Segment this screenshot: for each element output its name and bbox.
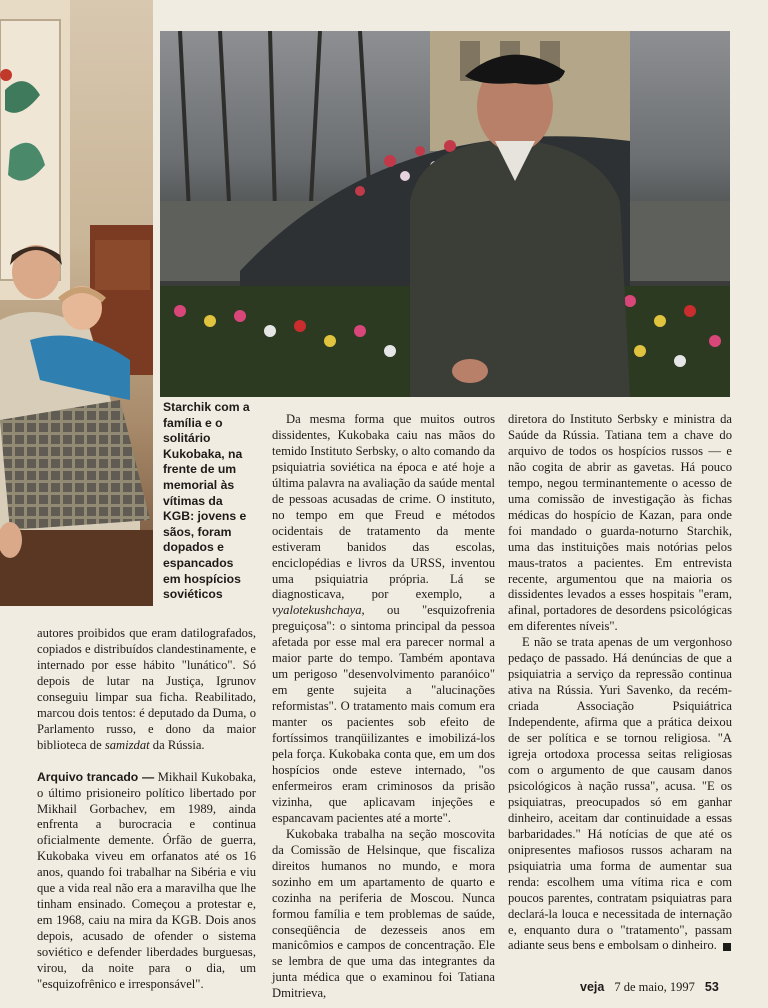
article-column-right	[508, 412, 732, 954]
article-column-middle	[272, 412, 495, 1002]
end-of-article-mark	[723, 943, 731, 951]
page-footer	[580, 980, 740, 995]
paragraph	[37, 770, 256, 993]
paragraph: diretora do Instituto Serbsky e ministra da Saúde da Rússia. Tatiana tem a chave do arquivo de todos os hospícios russos — e não cogita de abrir as gavetas. Há pouco tempo, negou terminantemente o acesso de uma comissão de investigação às fichas médicas do hospício de Kazan, para onde foi mandado o guarda-noturno Starchik, uma das instituições mais notórias pelos maus-tratos a pacientes. Em entrevista recente, argumentou que na maioria os dissidentes levados a esses hospitais "eram, afinal, portadores de desordens psicológicas em diferentes níveis".	[508, 412, 732, 634]
paragraph-text: Da mesma forma que muitos outros dissidentes, Kukobaka caiu nas mãos do temido Instituto Serbsky, o alto comando da psiquiatria soviética na época e até hoje a última palavra na avaliação da saúde mental de pessoas acusadas de crime. O instituto, no tempo em que Freud e métodos ocidentais de tratamento da mente estiveram banidos das escolas, enciclopédias e livros da URSS, inventou uma psiquiatria própria. Lá se diagnosticava, por exemplo, a	[272, 412, 495, 602]
paragraph-text: Mikhail Kukobaka, o último prisioneiro político libertado por Mikhail Gorbachev, em 1989, ainda enfrenta a burocracia e continua oficialmente demente. Órfão de guerra, Kukobaka viveu em orfanatos até os 16 anos, quando foi trabalhar na Sibéria e viu que a vida real não era a maravilha que lhe tinham ensinado. Começou a protestar e, em 1968, caiu na mira da KGB. Dois anos depois, acusado de ofender o sistema soviético e defender liberdades burguesas, virou, da noite para o dia, um "esquizofrênico e irresponsável".	[37, 769, 256, 992]
article-column-left	[37, 626, 256, 993]
photo-caption: Starchik com a família e o solitário Kukobaka, na frente de um memorial às vítimas da KGB: jovens e sãos, foram dopados e espancados em hospícios soviéticos	[163, 400, 250, 602]
section-subhead: Arquivo trancado —	[37, 769, 155, 784]
emphasis-term: vyalotekushchaya	[272, 603, 362, 618]
paragraph-text: , ou "esquizofrenia preguiçosa": o sintoma principal da pessoa afetada por esse mal era parecer normal a maior parte do tempo. Também apontava um perigoso "desenvolvimento paranóico" em gente sujeita a "alucinações reformistas". O tratamento mais comum era manter os pacientes sob efeito de fortíssimos tranqüilizantes e imobilizá-los pela força. Kukobaka conta que, em um dos hospícios onde esteve internado, "os enfermeiros eram criminosos da prisão vizinha, que aplicavam injeções e espancavam pacientes até a morte".	[272, 603, 495, 825]
paragraph	[37, 626, 256, 754]
page-number: 53	[704, 980, 719, 994]
memorial-photo-illustration	[160, 31, 730, 397]
paragraph: Kukobaka trabalha na seção moscovita da Comissão de Helsinque, que fiscaliza direitos humanos no mundo, e mora sozinho em um apartamento de quarto e cozinha na periferia de Moscou. Nunca formou família e tem problemas de saúde, conseqüência de dezesseis anos em manicômios e campos de concentração. Ele se lembra de que uma das integrantes da junta médica que o examinou foi Tatiana Dmitrieva,	[272, 826, 495, 1001]
issue-date: 7 de maio, 1997	[614, 980, 695, 994]
family-photo-illustration	[0, 0, 153, 606]
memorial-photo	[160, 31, 730, 397]
paragraph-text: autores proibidos que eram datilografados, copiados e distribuídos clandestinamente, e internado por esse hábito "lunático". Só depois de lutar na Justiça, Igrunov conseguiu limpar sua ficha. Reabilitado, marcou dois tentos: é deputado da Duma, o Parlamento russo, e dono da maior biblioteca de	[37, 626, 256, 752]
paragraph	[272, 412, 495, 827]
paragraph-text: E não se trata apenas de um vergonhoso pedaço de passado. Há denúncias de que a psiquiatria a serviço da repressão continua ativa na Rússia. Yuri Savenko, da recém-criada Associação Psiquiátrica Independente, afirma que a prática deixou de ser política e se tornou religiosa. "A igreja ortodoxa processa seitas religiosas com o argumento de que causam danos psicológicos à nação russa", acusa. "E os psiquiatras, preocupados só em ganhar dinheiro, aceitam dar continuidade a essas barbaridades." Há notícias de que até os onipresentes mafiosos russos acharam na psiquiatria uma forma de aumentar sua renda: escolhem uma vítima rica e com poucos parentes, contratam psiquiatras para declará-la louca e necessitada de internação e, enquanto dura o "tratamento", passam adiante seus bens e embolsam o dinheiro.	[508, 635, 732, 953]
emphasis-term: samizdat	[104, 737, 150, 752]
family-photo	[0, 0, 153, 606]
paragraph	[508, 635, 732, 954]
paragraph-text: da Rússia.	[149, 737, 205, 752]
magazine-name: veja	[580, 980, 605, 994]
